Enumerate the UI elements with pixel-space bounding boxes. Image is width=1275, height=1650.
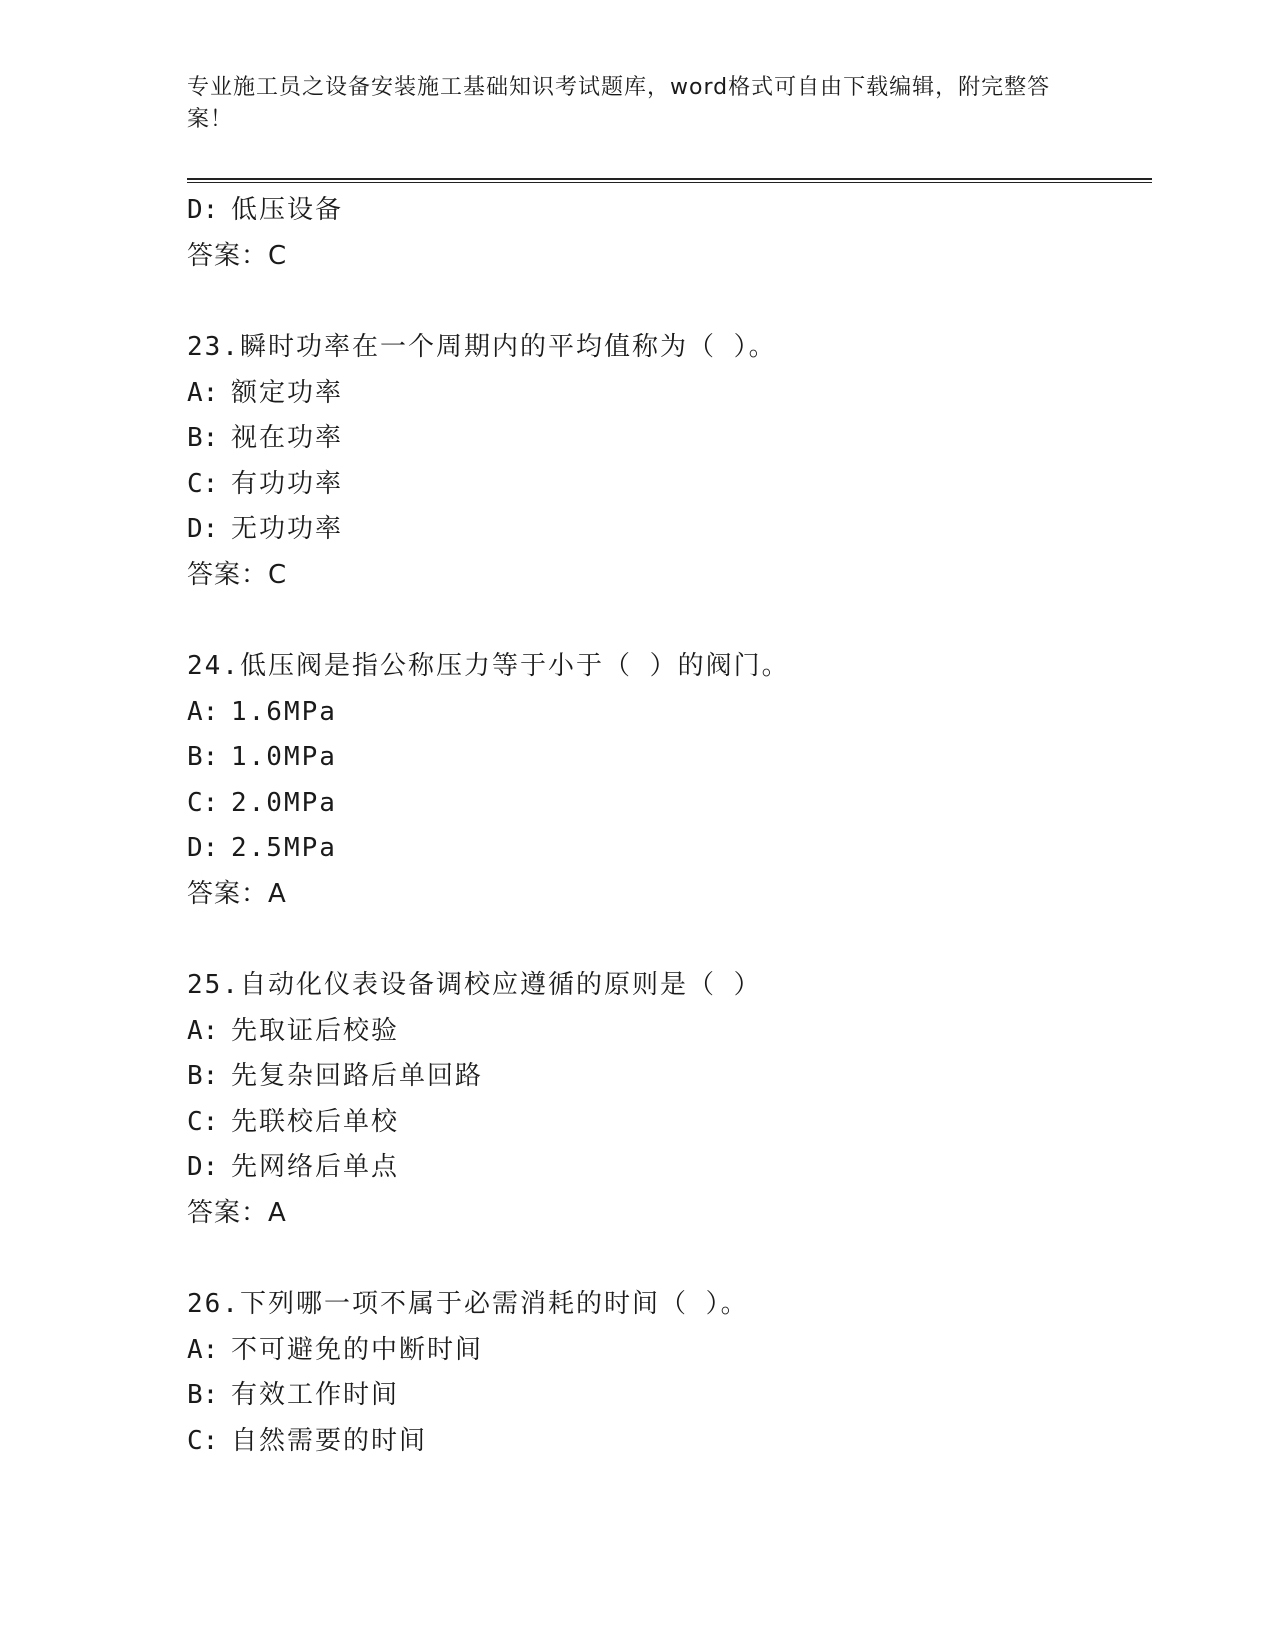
option-key: C: xyxy=(187,787,219,818)
option-text: 额定功率 xyxy=(231,377,344,408)
option-line xyxy=(187,1328,1152,1374)
spacer xyxy=(187,1236,1152,1282)
option-text: 先取证后校验 xyxy=(231,1015,400,1046)
option-key: A: xyxy=(187,1015,219,1046)
option-text: 1.6MPa xyxy=(231,696,337,727)
option-line xyxy=(187,1419,1152,1465)
option-text: 2.5MPa xyxy=(231,833,337,863)
option-text: 2.0MPa xyxy=(231,787,337,818)
option-key: D: xyxy=(187,195,219,225)
option-text: 自然需要的时间 xyxy=(231,1425,428,1456)
option-key: C: xyxy=(187,1106,219,1137)
option-line xyxy=(187,1009,1152,1055)
option-line xyxy=(187,1145,1152,1191)
option-text: 有效工作时间 xyxy=(231,1380,400,1410)
option-line xyxy=(187,826,1152,872)
header-divider xyxy=(187,178,1152,183)
answer-line: 答案：C xyxy=(187,559,288,590)
option-line xyxy=(187,188,1152,234)
question-content xyxy=(187,188,1152,1464)
option-line xyxy=(187,507,1152,553)
option-line xyxy=(187,416,1152,462)
option-key: D: xyxy=(187,833,219,863)
option-line xyxy=(187,690,1152,736)
option-text: 先复杂回路后单回路 xyxy=(231,1061,484,1091)
option-key: B: xyxy=(187,1061,219,1091)
option-key: C: xyxy=(187,1425,219,1456)
option-line xyxy=(187,735,1152,781)
option-key: A: xyxy=(187,696,219,727)
option-text: 先联校后单校 xyxy=(231,1106,400,1137)
spacer xyxy=(187,598,1152,644)
page-header: 专业施工员之设备安装施工基础知识考试题库，word格式可自由下载编辑，附完整答案！ xyxy=(187,75,1051,132)
option-key: C: xyxy=(187,468,219,499)
option-text: 先网络后单点 xyxy=(231,1152,400,1182)
option-text: 无功功率 xyxy=(231,514,344,544)
question-stem: 25.自动化仪表设备调校应遵循的原则是（ ） xyxy=(187,970,762,1000)
option-line xyxy=(187,371,1152,417)
option-key: B: xyxy=(187,742,219,772)
option-line xyxy=(187,1100,1152,1146)
option-line xyxy=(187,1373,1152,1419)
option-text: 1.0MPa xyxy=(231,742,337,772)
option-text: 有功功率 xyxy=(231,468,344,499)
answer-line: 答案：A xyxy=(187,878,287,909)
question-stem: 24.低压阀是指公称压力等于小于（ ）的阀门。 xyxy=(187,651,790,681)
option-key: B: xyxy=(187,1380,219,1410)
answer-line: 答案：C xyxy=(187,240,288,271)
option-line xyxy=(187,781,1152,827)
option-key: A: xyxy=(187,1334,219,1365)
option-key: B: xyxy=(187,423,219,453)
option-text: 低压设备 xyxy=(231,195,344,225)
answer-line: 答案：A xyxy=(187,1197,287,1228)
option-line xyxy=(187,462,1152,508)
option-text: 视在功率 xyxy=(231,423,344,453)
option-line xyxy=(187,1054,1152,1100)
option-key: A: xyxy=(187,377,219,408)
question-stem: 26.下列哪一项不属于必需消耗的时间（ ）。 xyxy=(187,1289,749,1319)
spacer xyxy=(187,279,1152,325)
option-key: D: xyxy=(187,1152,219,1182)
option-text: 不可避免的中断时间 xyxy=(231,1334,484,1365)
question-stem: 23.瞬时功率在一个周期内的平均值称为（ ）。 xyxy=(187,332,777,362)
option-key: D: xyxy=(187,514,219,544)
spacer xyxy=(187,917,1152,963)
